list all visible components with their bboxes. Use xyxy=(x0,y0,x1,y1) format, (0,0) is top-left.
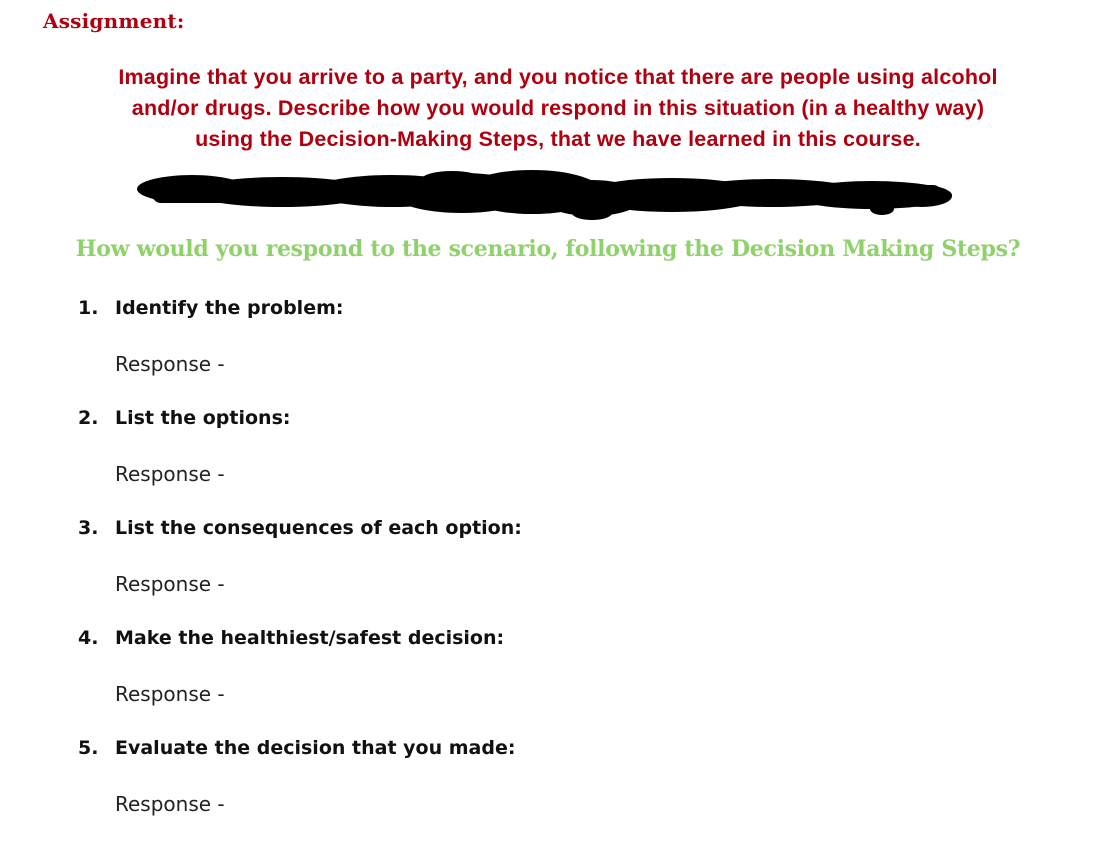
decision-question-heading: How would you respond to the scenario, following the Decision Making Steps? xyxy=(75,236,1021,262)
step-label: List the options: xyxy=(115,407,291,429)
step-number: 3. xyxy=(78,517,99,539)
response-field[interactable]: Response - xyxy=(115,462,225,486)
step-label: Identify the problem: xyxy=(115,297,344,319)
step-number: 2. xyxy=(78,407,99,429)
step-label: Evaluate the decision that you made: xyxy=(115,737,516,759)
step-number: 5. xyxy=(78,737,99,759)
step-number: 4. xyxy=(78,627,99,649)
response-field[interactable]: Response - xyxy=(115,792,225,816)
response-field[interactable]: Response - xyxy=(115,352,225,376)
step-label: Make the healthiest/safest decision: xyxy=(115,627,505,649)
prompt-line: Imagine that you arrive to a party, and you notice that there are people using alcohol xyxy=(118,65,998,89)
prompt-line: and/or drugs. Describe how you would respond in this situation (in a healthy way) xyxy=(131,96,985,120)
step-label: List the consequences of each option: xyxy=(115,517,522,539)
prompt-line: using the Decision-Making Steps, that we have learned in this course. xyxy=(195,127,921,151)
response-field[interactable]: Response - xyxy=(115,572,225,596)
assignment-title: Assignment: xyxy=(43,9,185,33)
step-number: 1. xyxy=(78,297,99,319)
response-field[interactable]: Response - xyxy=(115,682,225,706)
